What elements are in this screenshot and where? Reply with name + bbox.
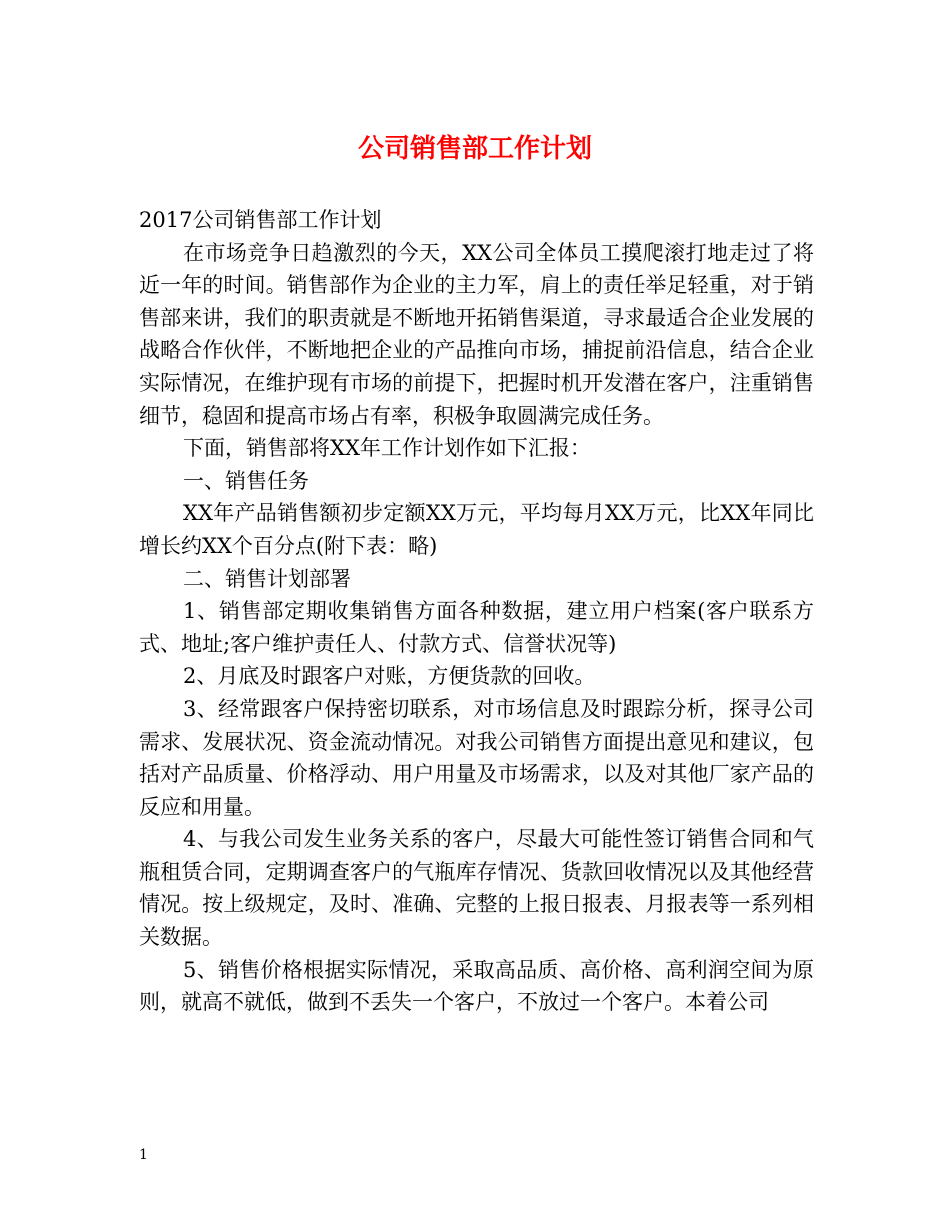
heading-line: 2017公司销售部工作计划: [139, 208, 382, 232]
plan-item-5: 5、销售价格根据实际情况，采取高品质、高价格、高利润空间为原则，就高不就低，做到不丢失一个客户，不放过一个客户。本着公司: [139, 957, 814, 1015]
document-body: [139, 204, 814, 1019]
section-heading-sales-task: 一、销售任务: [183, 468, 309, 493]
plan-item-4: 4、与我公司发生业务关系的客户，尽最大可能性签订销售合同和气瓶租赁合同，定期调查客户的气瓶库存情况、货款回收情况以及其他经营情况。按上级规定，及时、准确、完整的上报日报表、月报表等一系列相关数据。: [139, 827, 814, 950]
report-intro-paragraph: 下面，销售部将XX年工作计划作如下汇报：: [183, 436, 591, 461]
plan-item-2: 2、月底及时跟客户对账，方便货款的回收。: [183, 664, 596, 689]
sales-task-paragraph: XX年产品销售额初步定额XX万元，平均每月XX万元，比XX年同比增长约XX个百分点(附下表：略): [139, 501, 814, 558]
section-heading-sales-plan: 二、销售计划部署: [183, 566, 351, 591]
plan-item-3: 3、经常跟客户保持密切联系，对市场信息及时跟踪分析，探寻公司需求、发展状况、资金流动情况。对我公司销售方面提出意见和建议，包括对产品质量、价格浮动、用户用量及市场需求，以及对其他厂家产品的反应和用量。: [139, 696, 814, 819]
plan-item-1: 1、销售部定期收集销售方面各种数据，建立用户档案(客户联系方式、地址;客户维护责任人、付款方式、信誉状况等): [139, 599, 814, 656]
intro-paragraph: 在市场竞争日趋激烈的今天，XX公司全体员工摸爬滚打地走过了将近一年的时间。销售部作为企业的主力军，肩上的责任举足轻重，对于销售部来讲，我们的职责就是不断地开拓销售渠道，寻求最适合企业发展的战略合作伙伴，不断地把企业的产品推向市场，捕捉前沿信息，结合企业实际情况，在维护现有市场的前提下，把握时机开发潜在客户，注重销售细节，稳固和提高市场占有率，积极争取圆满完成任务。: [139, 240, 814, 428]
page-number: 1: [139, 1147, 148, 1163]
document-title: 公司销售部工作计划: [357, 134, 592, 164]
